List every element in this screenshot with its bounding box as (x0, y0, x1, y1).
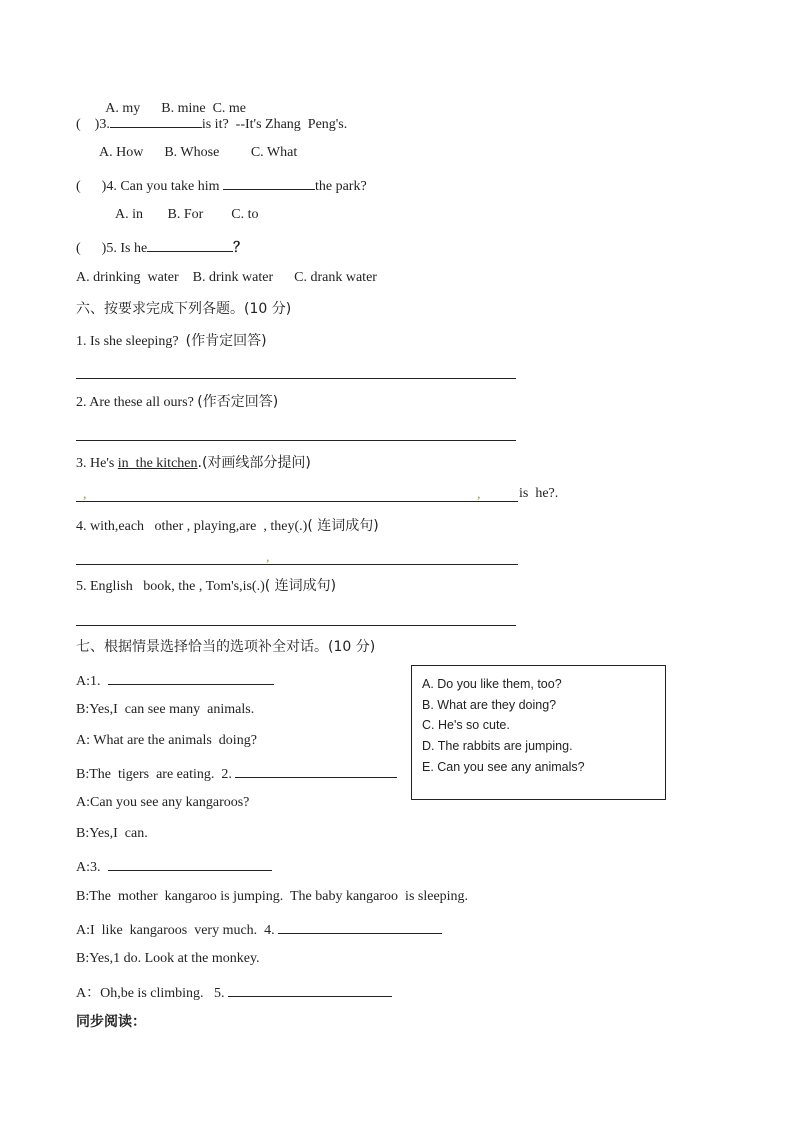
q3-paren: ( (76, 117, 81, 132)
options-box (411, 665, 666, 800)
s6-item-3-hint: .(对画线部分提问) (197, 455, 311, 471)
option-a: A. Do you like them, too? (422, 677, 562, 691)
s6-item-2-hint: (作否定回答) (197, 394, 279, 410)
s6-item-5-hint: ( 连词成句) (264, 578, 337, 594)
q3-option-a: A. How (99, 145, 144, 160)
dialog-blank-4[interactable] (278, 919, 442, 934)
s6-item-4 (76, 517, 379, 536)
q2-option-b: B. mine (161, 101, 206, 116)
section-7-title: 七、根据情景选择恰当的选项补全对话。(10 分) (76, 639, 376, 655)
q4-text: )4. Can you take him (101, 179, 220, 194)
s6-item-1-hint: (作肯定回答) (185, 333, 267, 349)
q4-text-end: the park? (314, 179, 367, 194)
q5-option-a: A. drinking water (76, 270, 179, 285)
s6-answer-line-2[interactable] (76, 440, 516, 441)
dialog-line-6: B:Yes,I can. (76, 826, 148, 841)
s6-item-4-hint: ( 连词成句) (307, 518, 379, 534)
s6-item-5-text: 5. English book, the , Tom's,is(.) (76, 579, 265, 594)
q5-option-b: B. drink water (192, 270, 274, 285)
q3-options (99, 144, 297, 162)
dialog-line-1 (76, 670, 274, 691)
dialog-line-7-text: A:3. (76, 860, 101, 875)
s6-answer-line-5[interactable] (76, 625, 516, 626)
question-3 (76, 113, 347, 134)
s6-item-3-underlined: in the kitchen (117, 456, 198, 471)
dialog-line-4-text: B:The tigers are eating. 2. (76, 767, 232, 782)
q4-options (115, 206, 259, 224)
section-6-title: 六、按要求完成下列各题。(10 分) (76, 301, 292, 317)
q5-options (76, 269, 377, 287)
dialog-line-2: B:Yes,I can see many animals. (76, 702, 255, 717)
q4-paren: ( (76, 179, 81, 194)
s6-item-1 (76, 332, 267, 351)
q3-option-c: C. What (250, 145, 298, 160)
dialog-line-3: A: What are the animals doing? (76, 733, 257, 748)
dialog-line-4 (76, 763, 397, 784)
dialog-line-7 (76, 856, 272, 877)
dialog-blank-5[interactable] (228, 982, 392, 997)
s6-item-3-answer-tail: is he?. (519, 486, 559, 501)
q5-blank[interactable] (147, 237, 233, 252)
s6-item-5 (76, 577, 336, 596)
q4-option-c: C. to (231, 207, 259, 222)
q3-blank[interactable] (110, 113, 202, 128)
dialog-blank-2[interactable] (235, 763, 397, 778)
s6-item-2 (76, 393, 278, 412)
option-c: C. He's so cute. (422, 718, 510, 733)
s6-item-3 (76, 454, 311, 473)
q5-text: )5. Is he (101, 241, 148, 256)
s6-answer-line-4[interactable] (76, 564, 518, 565)
q5-option-c: C. drank water (294, 270, 377, 285)
mark-dot: , (477, 487, 481, 502)
s6-item-1-text: 1. Is she sleeping? (76, 334, 179, 349)
q3-number: )3. (94, 117, 110, 132)
dialog-line-9 (76, 919, 442, 940)
option-d: D. The rabbits are jumping. (422, 739, 573, 754)
q4-blank[interactable] (223, 175, 315, 190)
dialog-line-5: A:Can you see any kangaroos? (76, 795, 250, 810)
dialog-blank-1[interactable] (108, 670, 274, 685)
s6-item-2-text: 2. Are these all ours? (76, 395, 194, 410)
q4-option-a: A. in (115, 207, 143, 222)
mark-dot: , (83, 487, 87, 502)
option-e: E. Can you see any animals? (422, 759, 585, 774)
s6-answer-line-3[interactable] (76, 501, 518, 502)
option-b: B. What are they doing? (422, 697, 557, 712)
mark-dot: , (266, 550, 270, 565)
q2-option-a: A. my (105, 101, 141, 116)
q2-option-c: C. me (212, 101, 247, 116)
question-4 (76, 175, 367, 196)
sync-reading-heading: 同步阅读： (76, 1014, 146, 1030)
question-5 (76, 237, 247, 258)
q3-option-b: B. Whose (164, 145, 220, 160)
s6-answer-line-1[interactable] (76, 378, 516, 379)
dialog-line-1-text: A:1. (76, 674, 101, 689)
q5-mark: ？ (233, 241, 248, 256)
dialog-line-11 (76, 982, 392, 1003)
s6-item-3-text: 3. He's (76, 456, 115, 471)
dialog-blank-3[interactable] (108, 856, 272, 871)
q5-paren: ( (76, 241, 81, 256)
dialog-line-10: B:Yes,1 do. Look at the monkey. (76, 951, 260, 966)
q3-text: is it? --It's Zhang Peng's. (201, 117, 348, 132)
q4-option-b: B. For (167, 207, 204, 222)
s6-item-4-text: 4. with,each other , playing,are , they(.) (76, 519, 308, 534)
dialog-line-8: B:The mother kangaroo is jumping. The baby kangaroo is sleeping. (76, 889, 469, 904)
dialog-line-9-text: A:I like kangaroos very much. 4. (76, 923, 275, 938)
dialog-line-11-text: A：Oh,be is climbing. 5. (76, 986, 225, 1001)
